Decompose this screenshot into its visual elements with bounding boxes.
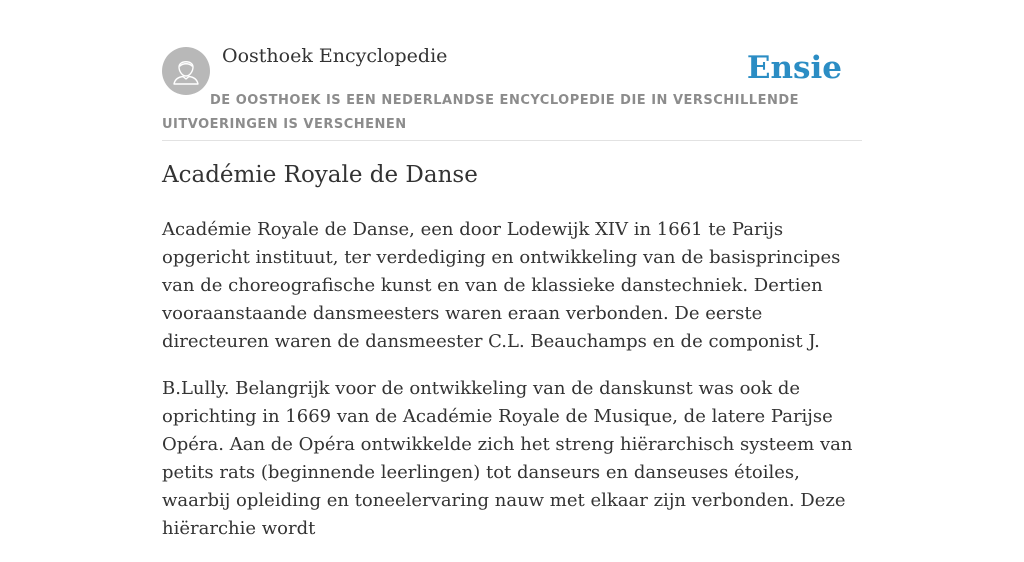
page-title: Académie Royale de Danse bbox=[162, 162, 478, 188]
article-paragraph: B.Lully. Belangrijk voor de ontwikkeling van de danskunst was ook de oprichting in 1669 van de Académie Royale de Musique, de latere Parijse Opéra. Aan de Opéra ontwikkelde zich het streng hiërarchisch systeem van petits rats (beginnende leerlingen) tot danseurs en danseuses étoiles, waarbij opleiding en toneelervaring nauw met elkaar zijn verbonden. Deze hiërarchie wordt bbox=[162, 378, 853, 539]
article-paragraph: Académie Royale de Danse, een door Lodewijk XIV in 1661 te Parijs opgericht instituut, ter verdediging en ontwikkeling van de basisprincipes van de choreografische kunst en van de klassieke danstechniek. Dertien vooraanstaande dansmeesters waren eraan verbonden. De eerste directeuren waren de dansmeester C.L. Beauchamps en de componist J. bbox=[162, 219, 841, 352]
site-tagline: DE OOSTHOEK IS EEN NEDERLANDSE ENCYCLOPEDIE DIE IN VERSCHILLENDE UITVOERINGEN IS VERSCHENEN bbox=[162, 93, 800, 132]
main-container bbox=[162, 0, 862, 539]
brand-logo[interactable]: Ensie bbox=[746, 50, 842, 86]
article-body bbox=[162, 216, 862, 562]
avatar[interactable] bbox=[162, 47, 210, 95]
user-icon bbox=[162, 47, 210, 95]
site-name[interactable]: Oosthoek Encyclopedie bbox=[222, 45, 448, 67]
page-header bbox=[162, 0, 862, 141]
